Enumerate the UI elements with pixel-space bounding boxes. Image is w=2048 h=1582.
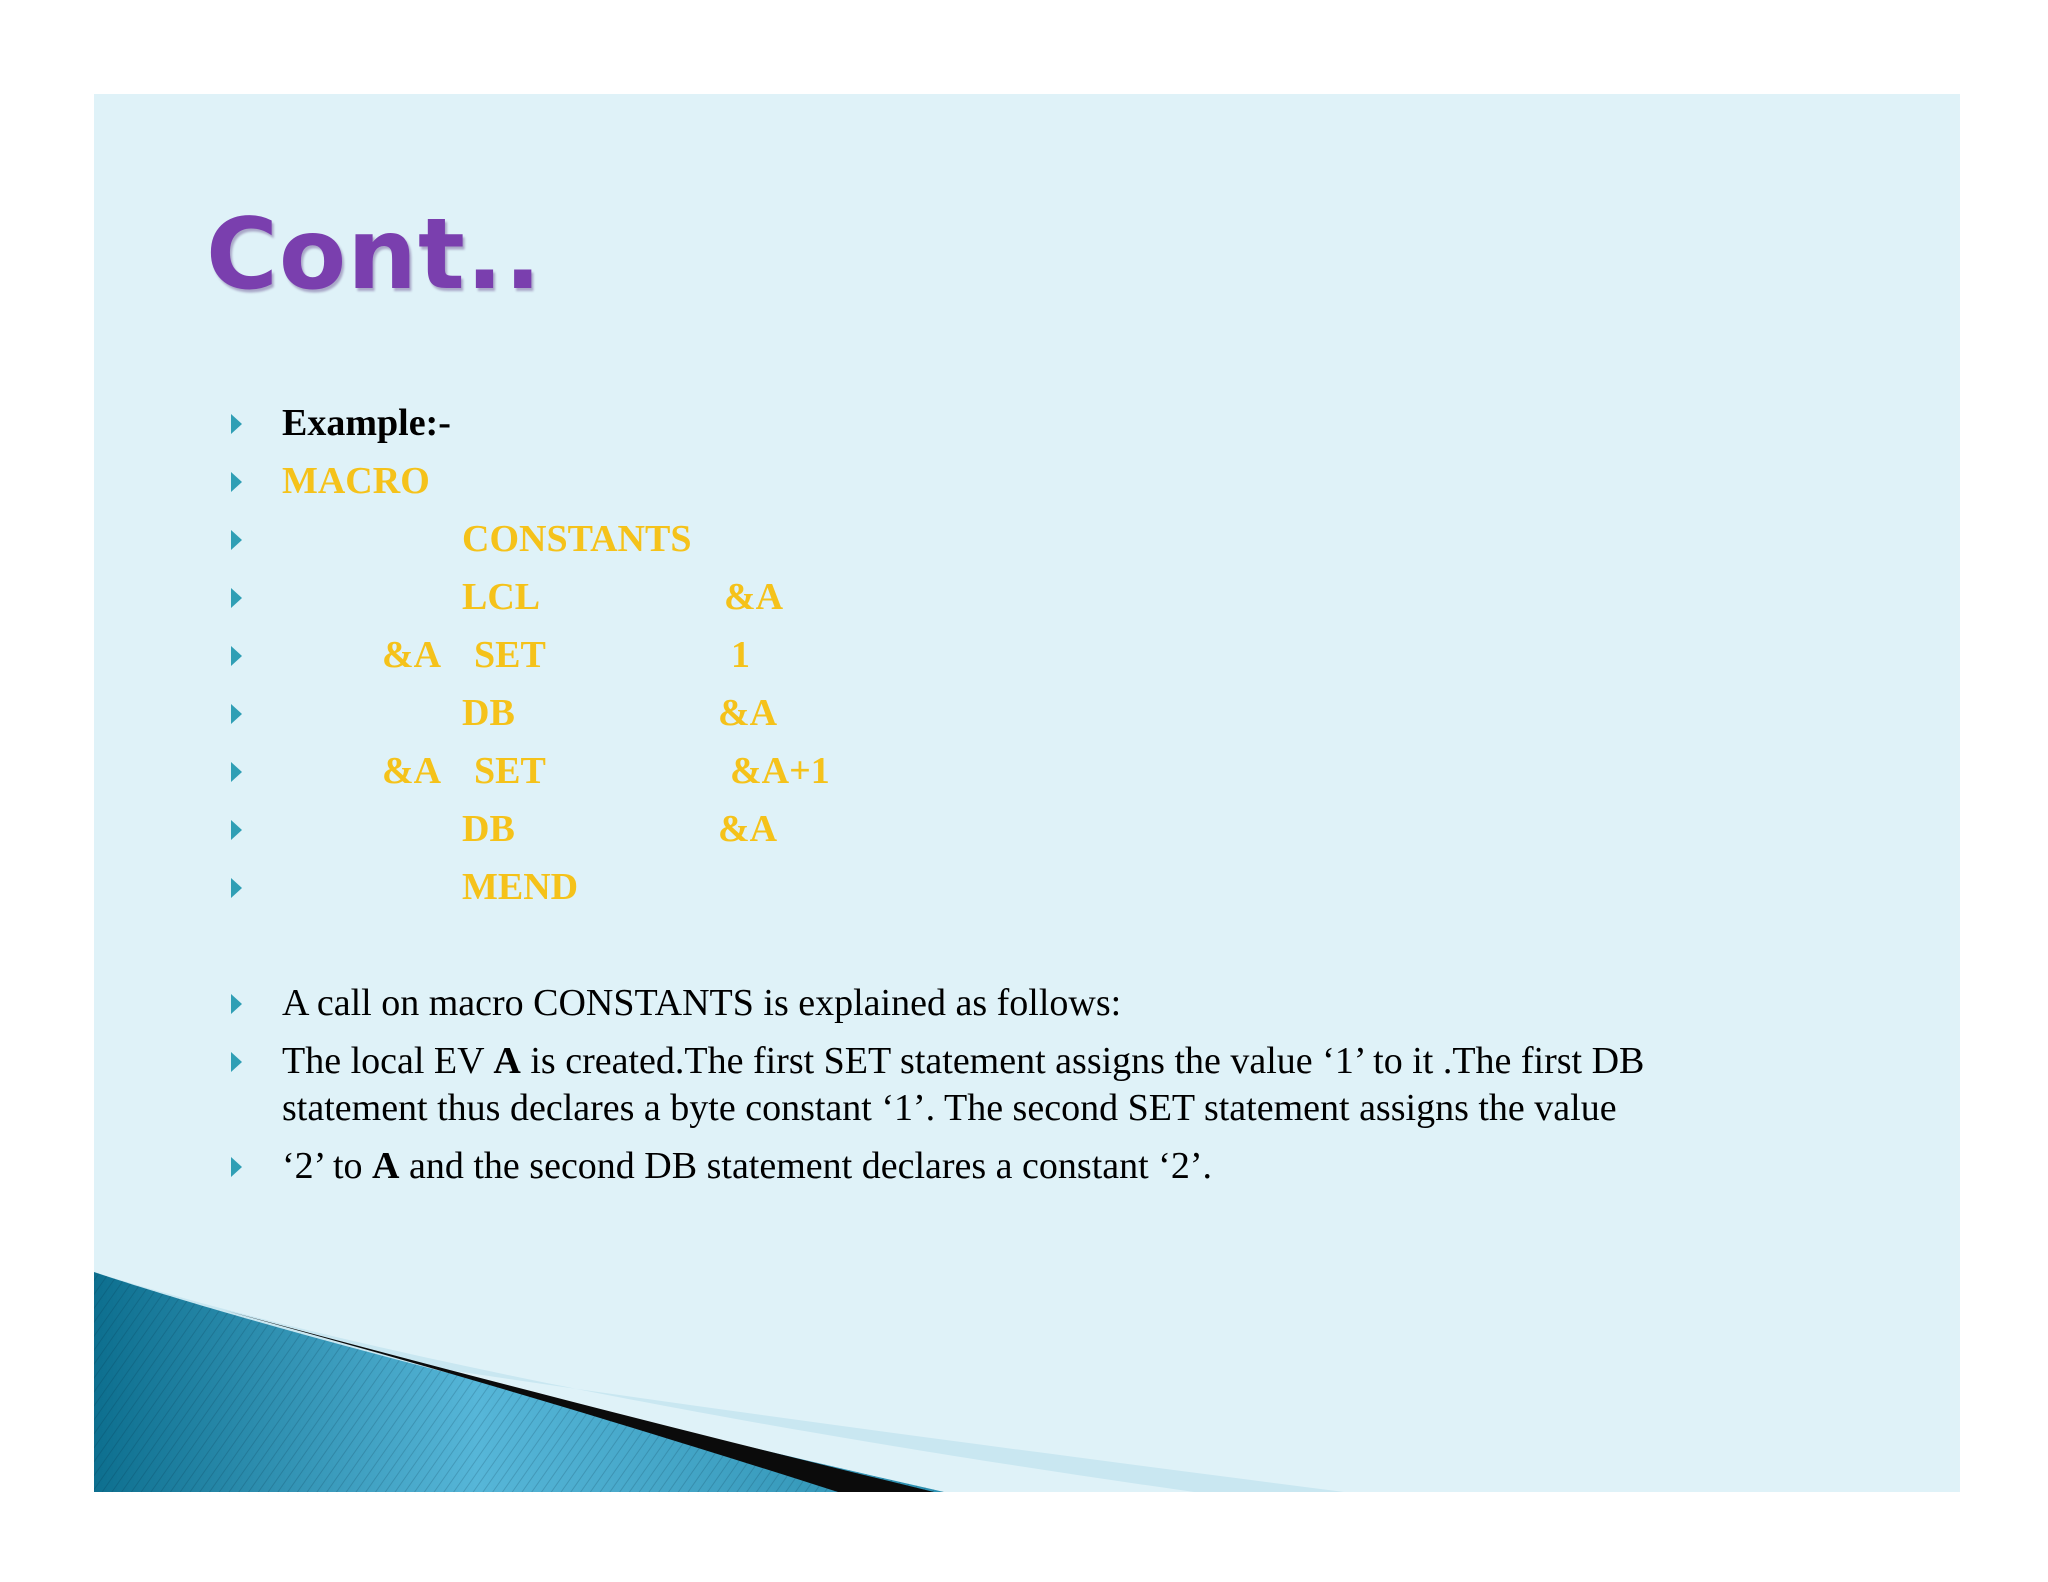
explanation-text: is created.The first SET statement assigns the value ‘1’ to it .The first DB <box>520 1040 1645 1082</box>
variable-name: A <box>493 1040 521 1082</box>
code-operand: &A <box>724 576 784 618</box>
code-line <box>94 631 1960 679</box>
bullet-arrow-icon <box>231 530 242 550</box>
code-line <box>94 805 1960 853</box>
code-op: DB <box>462 808 515 850</box>
explanation-text: and the second DB statement declares a constant ‘2’. <box>399 1145 1212 1187</box>
code-operand: 1 <box>731 634 750 676</box>
list-item-explanation-cont <box>94 1142 1960 1190</box>
code-op: MEND <box>462 866 579 908</box>
explanation-line-1 <box>282 1037 1644 1085</box>
bullet-arrow-icon <box>231 588 242 608</box>
code-op: MACRO <box>282 460 430 502</box>
bullet-arrow-icon <box>231 820 242 840</box>
intro-text: A call on macro CONSTANTS is explained as follows: <box>282 982 1122 1024</box>
explanation-line-3 <box>282 1142 1212 1190</box>
code-line <box>94 863 1960 911</box>
bullet-arrow-icon <box>231 704 242 724</box>
bullet-arrow-icon <box>231 472 242 492</box>
code-operand: &A <box>718 692 778 734</box>
bullet-arrow-icon <box>231 878 242 898</box>
code-line <box>94 689 1960 737</box>
code-operand: &A+1 <box>730 750 830 792</box>
code-label: &A <box>382 750 442 792</box>
explanation-text: ‘2’ to <box>282 1145 373 1187</box>
bullet-arrow-icon <box>231 994 242 1014</box>
list-item-explanation <box>94 1037 1960 1085</box>
code-line <box>94 747 1960 795</box>
explanation-line-2: statement thus declares a byte constant ‘1’. The second SET statement assigns the value <box>282 1087 1617 1129</box>
code-op: CONSTANTS <box>462 518 692 560</box>
code-line <box>94 573 1960 621</box>
list-item-intro <box>94 979 1960 1027</box>
bullet-arrow-icon <box>231 646 242 666</box>
list-item-example <box>94 399 1960 447</box>
code-op: SET <box>474 750 546 792</box>
code-label: &A <box>382 634 442 676</box>
explanation-text: The local EV <box>282 1040 494 1082</box>
example-label: Example:- <box>282 402 451 444</box>
bullet-arrow-icon <box>231 1052 242 1072</box>
bullet-arrow-icon <box>231 1157 242 1177</box>
code-line <box>94 515 1960 563</box>
bullet-arrow-icon <box>231 414 242 434</box>
bullet-arrow-icon <box>231 762 242 782</box>
code-op: SET <box>474 634 546 676</box>
slide-title: Cont.. <box>206 198 543 312</box>
code-line <box>94 457 1960 505</box>
code-operand: &A <box>718 808 778 850</box>
slide <box>94 94 1960 1492</box>
code-op: DB <box>462 692 515 734</box>
code-op: LCL <box>462 576 541 618</box>
variable-name: A <box>372 1145 400 1187</box>
